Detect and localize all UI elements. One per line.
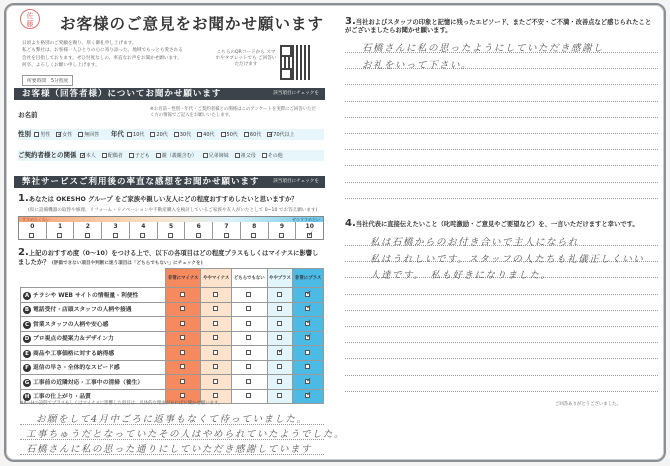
intro-line: 何卒、よろしくお願い申し上げます。 bbox=[22, 63, 100, 69]
rating-cell bbox=[201, 302, 232, 317]
item-letter: D bbox=[24, 336, 30, 343]
checkbox[interactable] bbox=[156, 153, 161, 158]
option-label: 70代以上 bbox=[273, 132, 295, 138]
relation-row bbox=[18, 150, 324, 161]
scale-number: 6 bbox=[196, 223, 201, 230]
checkbox[interactable] bbox=[305, 350, 310, 355]
rating-cell bbox=[267, 375, 293, 390]
rating-cell bbox=[166, 288, 201, 303]
answer-line bbox=[345, 310, 658, 311]
answer-line bbox=[345, 84, 658, 85]
checkbox[interactable] bbox=[224, 233, 229, 238]
checkbox[interactable] bbox=[221, 132, 226, 137]
qr-caption: こちらのQRコードから スマホやタブレットでも ご回答いただけます bbox=[215, 50, 277, 67]
scale-option[interactable] bbox=[296, 222, 323, 240]
table-row bbox=[21, 331, 324, 346]
checkbox[interactable] bbox=[277, 350, 282, 355]
checkbox[interactable] bbox=[267, 132, 272, 137]
rating-cell bbox=[293, 288, 324, 303]
age-options bbox=[127, 132, 301, 138]
checkbox[interactable] bbox=[246, 350, 251, 355]
answer-line bbox=[345, 149, 658, 150]
rating-cell bbox=[166, 331, 201, 346]
checkbox[interactable] bbox=[180, 364, 185, 369]
rating-cell bbox=[293, 317, 324, 332]
gender-label: 性別 bbox=[18, 130, 31, 138]
rating-cell bbox=[201, 346, 232, 361]
scale-option[interactable] bbox=[102, 222, 130, 240]
q3-number: 3. bbox=[345, 16, 356, 27]
scale-option[interactable] bbox=[269, 222, 297, 240]
checkbox[interactable] bbox=[305, 306, 310, 311]
relation-options bbox=[80, 153, 289, 159]
q3-answer-line: お礼をいって下さい。 bbox=[362, 60, 473, 71]
rating-cell bbox=[293, 346, 324, 361]
checkbox[interactable] bbox=[168, 233, 173, 238]
column-header: ややプラス bbox=[267, 269, 293, 288]
option-label: 40代 bbox=[203, 132, 215, 138]
relation-option[interactable] bbox=[262, 153, 283, 159]
age-option[interactable] bbox=[174, 132, 191, 138]
checkbox[interactable] bbox=[279, 233, 284, 238]
checkbox[interactable] bbox=[197, 132, 202, 137]
rating-cell bbox=[293, 302, 324, 317]
rating-cell bbox=[231, 389, 267, 404]
stamp-seal: 佐 藤 bbox=[20, 9, 40, 29]
answer-line bbox=[345, 198, 658, 199]
answer-line bbox=[345, 326, 658, 327]
rating-cell bbox=[267, 346, 293, 361]
q2-answer-line: お願をして4月中ごろに返事もなくて待っていました。 bbox=[36, 414, 308, 425]
q1-text bbox=[18, 193, 298, 204]
rating-cell bbox=[293, 375, 324, 390]
checkbox[interactable] bbox=[246, 393, 251, 398]
item-text: 商品や工事価格に対する納得感 bbox=[33, 350, 115, 357]
checkbox[interactable] bbox=[251, 233, 256, 238]
checkbox[interactable] bbox=[246, 364, 251, 369]
scale-number: 1 bbox=[58, 223, 63, 230]
answer-line bbox=[345, 342, 658, 343]
item-label bbox=[21, 346, 166, 361]
scale-option[interactable] bbox=[47, 222, 75, 240]
checkbox[interactable] bbox=[277, 335, 282, 340]
checkbox[interactable] bbox=[180, 335, 185, 340]
checkbox[interactable] bbox=[29, 233, 34, 238]
rating-cell bbox=[293, 360, 324, 375]
option-label: 無回答 bbox=[84, 132, 100, 138]
item-letter: B bbox=[24, 307, 30, 314]
checkbox[interactable] bbox=[277, 306, 282, 311]
checkbox[interactable] bbox=[213, 393, 218, 398]
checkbox[interactable] bbox=[262, 153, 267, 158]
column-header: ややマイナス bbox=[201, 269, 232, 288]
item-letter: E bbox=[23, 350, 31, 358]
intro-text bbox=[22, 40, 222, 70]
item-label bbox=[21, 360, 166, 375]
scale-number: 2 bbox=[85, 223, 90, 230]
scale-number: 7 bbox=[224, 223, 229, 230]
rating-cell bbox=[231, 346, 267, 361]
scale-option[interactable] bbox=[74, 222, 102, 240]
age-option[interactable] bbox=[127, 132, 144, 138]
rating-cell bbox=[201, 317, 232, 332]
recommend-scale bbox=[18, 216, 324, 240]
rating-cell bbox=[267, 331, 293, 346]
checkbox[interactable] bbox=[180, 292, 185, 297]
checkbox[interactable] bbox=[57, 233, 62, 238]
item-label bbox=[21, 317, 166, 332]
q2-answer-line: 石橋さんに私の思った通りにしていただき感謝しています bbox=[26, 444, 313, 455]
intro-line: 私ども弊社は、お客様一人ひとりの心に寄り添った、地域でもっとも愛される bbox=[22, 48, 183, 54]
q2-note: ※A〜Hの設問でプラスもしくはマイナスに影響した項目は、具体的な理由があればお聞かせ願います。 bbox=[20, 401, 223, 406]
relation-option[interactable] bbox=[129, 153, 150, 159]
option-label: 親（義親含む） bbox=[161, 153, 197, 159]
option-label: その他 bbox=[267, 153, 283, 159]
rating-cell bbox=[267, 288, 293, 303]
gender-option[interactable] bbox=[56, 132, 72, 138]
table-row bbox=[21, 288, 324, 303]
q2-answer-line: 工事ちゅうだとなっていたその人はやめられていたようでした。 bbox=[26, 429, 346, 440]
q1-question: あなたは OKESHO グループ をご家族や親しい友人にどの程度おすすめしたいと思いますか？ bbox=[28, 196, 298, 203]
relation-label: ご契約者様との関係 bbox=[18, 151, 77, 159]
checkbox[interactable] bbox=[277, 393, 282, 398]
answer-line bbox=[345, 133, 658, 134]
scale-low-label: すすめたくない bbox=[22, 217, 51, 222]
option-label: 兄弟姉妹 bbox=[208, 153, 229, 159]
checkbox[interactable] bbox=[213, 350, 218, 355]
relation-option[interactable] bbox=[80, 153, 96, 159]
rating-cell bbox=[267, 389, 293, 404]
q2-subtext: (評価できない項目や判断に迷う項目は「どちらでもない」にチェックを) bbox=[51, 261, 203, 266]
table-row bbox=[21, 346, 324, 361]
gender-options bbox=[34, 132, 105, 138]
checkbox[interactable] bbox=[203, 153, 208, 158]
column-header: 非常にプラス bbox=[293, 269, 324, 288]
relation-option[interactable] bbox=[102, 153, 123, 159]
rating-cell bbox=[293, 389, 324, 404]
q4-text bbox=[345, 218, 660, 229]
age-option[interactable] bbox=[197, 132, 214, 138]
answer-line bbox=[345, 391, 658, 392]
rating-cell bbox=[201, 360, 232, 375]
scale-number: 10 bbox=[305, 223, 314, 230]
checkbox[interactable] bbox=[246, 292, 251, 297]
q4-answer-line: 人達です。 私も好きになりました。 bbox=[370, 270, 552, 281]
rating-cell bbox=[231, 331, 267, 346]
q2-question: 上記のおすすめ度（0〜10）をつける上で、以下の各項目はどの程度プラスもしくはマイナスに影響しましたか？ bbox=[18, 250, 319, 266]
checkbox[interactable] bbox=[307, 233, 312, 238]
intro-line: 日頃より格別のご愛顧を賜り、厚く御礼申し上げます。 bbox=[22, 41, 137, 46]
rating-cell bbox=[293, 331, 324, 346]
age-option[interactable] bbox=[150, 132, 167, 138]
q3-question: 当社およびスタッフの印象と記憶に残ったエピソード、またご不安・ご不満・改善点など感じられたことがございましたらお聞かせ願います。 bbox=[345, 19, 652, 34]
option-label: 20代 bbox=[156, 132, 168, 138]
checkbox[interactable] bbox=[213, 364, 218, 369]
scale-high-label: ぜひすすめたい bbox=[291, 217, 320, 222]
answer-line bbox=[345, 358, 658, 359]
q1-subtext: (仮に設備機器の取替や修理、リフォーム・リノベーションや不動産購入を検討しているご家族や友人がいたとして 0~10 でお答え願います) bbox=[28, 208, 318, 213]
form-title: お客様のご意見をお聞かせ願います bbox=[60, 15, 325, 33]
checkbox[interactable] bbox=[150, 132, 155, 137]
checkbox[interactable] bbox=[127, 132, 132, 137]
item-label bbox=[21, 302, 166, 317]
checkbox[interactable] bbox=[246, 306, 251, 311]
q3-answer-line: 石橋さんに私の思ったようにしていただき感謝し bbox=[362, 43, 605, 54]
option-label: 配偶者 bbox=[107, 153, 123, 159]
scale-option[interactable] bbox=[213, 222, 241, 240]
checkbox[interactable] bbox=[246, 335, 251, 340]
scale-option[interactable] bbox=[130, 222, 158, 240]
answer-line bbox=[345, 294, 658, 295]
checkbox[interactable] bbox=[305, 364, 310, 369]
item-letter: F bbox=[23, 364, 31, 372]
item-text: 営業スタッフの人柄や安心感 bbox=[33, 321, 109, 328]
q4-answer-line: 私は石橋からのお付き合いで主人になられ bbox=[370, 237, 580, 248]
checkbox[interactable] bbox=[246, 379, 251, 384]
option-label: 祖父母 bbox=[240, 153, 256, 159]
section-title: お客様（回答者様）についてお聞かせ願います bbox=[22, 89, 222, 99]
relation-option[interactable] bbox=[156, 153, 197, 159]
scale-option[interactable] bbox=[158, 222, 186, 240]
checkbox[interactable] bbox=[277, 321, 282, 326]
table-row bbox=[21, 302, 324, 317]
checkbox[interactable] bbox=[213, 306, 218, 311]
answer-line bbox=[345, 117, 658, 118]
checkbox[interactable] bbox=[305, 393, 310, 398]
column-header: どちらでもない bbox=[231, 269, 267, 288]
checkbox[interactable] bbox=[196, 233, 201, 238]
gender-age-row bbox=[18, 129, 324, 140]
checkbox[interactable] bbox=[129, 153, 134, 158]
checkbox[interactable] bbox=[305, 379, 310, 384]
q1-number: 1. bbox=[18, 193, 29, 204]
checkbox[interactable] bbox=[180, 350, 185, 355]
rating-cell bbox=[201, 288, 232, 303]
section-header-respondent bbox=[14, 88, 325, 100]
q4-number: 4. bbox=[345, 218, 356, 229]
checkbox[interactable] bbox=[305, 321, 310, 326]
check-hint: 該当項目にチェックを bbox=[273, 179, 319, 184]
scale-number: 3 bbox=[113, 223, 118, 230]
checkbox[interactable] bbox=[56, 132, 61, 137]
item-text: チラシや WEB サイトの情報量・利便性 bbox=[33, 292, 139, 299]
item-text: 返信の早さ・全体的なスピード感 bbox=[33, 365, 120, 372]
checkbox[interactable] bbox=[277, 292, 282, 297]
scale-number: 8 bbox=[252, 223, 257, 230]
scale-number: 5 bbox=[168, 223, 174, 230]
intro-line: 会社を目指しております。ぜひ忖度なしの、率直なお声をお聞かせ願います。 bbox=[22, 55, 182, 61]
thanks-text: ご回答ありがとうございました。 bbox=[555, 402, 621, 407]
rating-cell bbox=[166, 302, 201, 317]
checkbox[interactable] bbox=[213, 379, 218, 384]
item-letter: A bbox=[24, 292, 30, 299]
checkbox[interactable] bbox=[102, 153, 107, 158]
answer-line bbox=[345, 182, 658, 183]
checkbox[interactable] bbox=[246, 321, 251, 326]
item-text: 工事前の近隣対応・工事中の清掃（養生） bbox=[33, 379, 144, 386]
check-hint: 該当項目にチェックを bbox=[273, 91, 319, 96]
checkbox[interactable] bbox=[180, 379, 185, 384]
answer-line bbox=[345, 101, 658, 102]
blank-header bbox=[21, 269, 166, 288]
answer-line bbox=[345, 165, 658, 166]
column-header: 非常にマイナス bbox=[166, 269, 201, 288]
relation-option[interactable] bbox=[203, 153, 229, 159]
duration-badge: 所要時間 5分程度 bbox=[22, 75, 73, 86]
option-label: 50代 bbox=[226, 132, 238, 138]
rating-cell bbox=[166, 360, 201, 375]
checkbox[interactable] bbox=[235, 153, 240, 158]
relation-option[interactable] bbox=[235, 153, 256, 159]
table-row bbox=[21, 360, 324, 375]
checkbox[interactable] bbox=[180, 393, 185, 398]
rating-cell bbox=[201, 331, 232, 346]
rating-cell bbox=[231, 288, 267, 303]
rating-cell bbox=[166, 346, 201, 361]
checkbox[interactable] bbox=[180, 321, 185, 326]
name-note: ※お名前・性別・年代・ご契約者様との関係はこのアンケートを実際にご回答いただく方の情報でご記入をお願いいたします。 bbox=[150, 107, 316, 118]
checkbox[interactable] bbox=[277, 379, 282, 384]
impact-table bbox=[20, 268, 324, 404]
item-letter: G bbox=[24, 379, 30, 386]
item-letter: C bbox=[24, 321, 30, 328]
gender-option[interactable] bbox=[78, 132, 99, 138]
rating-cell bbox=[231, 317, 267, 332]
option-label: 子ども bbox=[134, 153, 150, 159]
q3-text bbox=[345, 18, 655, 35]
rating-cell bbox=[166, 317, 201, 332]
checkbox[interactable] bbox=[85, 233, 90, 238]
rating-cell bbox=[166, 375, 201, 390]
table-row bbox=[21, 317, 324, 332]
item-label bbox=[21, 375, 166, 390]
option-label: 60代 bbox=[249, 132, 262, 138]
option-label: 男性 bbox=[40, 132, 51, 138]
scale-options bbox=[19, 222, 323, 240]
checkbox[interactable] bbox=[305, 292, 310, 297]
age-option[interactable] bbox=[244, 132, 261, 138]
answer-line bbox=[345, 375, 658, 376]
q4-question: 当社代表に直接伝えたいこと（叱咤激励・ご意見やご要望など）を、一言いただけますと幸いです。 bbox=[355, 221, 639, 228]
scale-number: 0 bbox=[30, 223, 35, 230]
scale-option[interactable] bbox=[185, 222, 213, 240]
age-option[interactable] bbox=[267, 132, 294, 138]
name-label: お名前 bbox=[18, 111, 38, 119]
scale-option[interactable] bbox=[19, 222, 47, 240]
option-label: 本人 bbox=[85, 153, 96, 159]
checkbox[interactable] bbox=[305, 335, 310, 340]
checkbox[interactable] bbox=[34, 132, 39, 137]
item-label bbox=[21, 288, 166, 303]
q4-answer-line: 私はうれしいです。スタッフの人たちも礼儀正しくいい bbox=[370, 254, 645, 265]
age-label: 年代 bbox=[110, 130, 124, 138]
rating-cell bbox=[267, 317, 293, 332]
checkbox[interactable] bbox=[140, 233, 145, 238]
checkbox[interactable] bbox=[213, 321, 218, 326]
checkbox[interactable] bbox=[277, 364, 282, 369]
checkbox[interactable] bbox=[78, 132, 83, 137]
section-title: 弊社サービスご利用後の率直な感想をお聞かせ願います bbox=[22, 177, 260, 187]
qr-code[interactable] bbox=[280, 45, 312, 80]
checkbox[interactable] bbox=[180, 306, 185, 311]
option-label: 女性 bbox=[62, 132, 73, 138]
gender-option[interactable] bbox=[34, 132, 50, 138]
age-option[interactable] bbox=[221, 132, 238, 138]
checkbox[interactable] bbox=[244, 132, 249, 137]
q2-number: 2. bbox=[18, 247, 29, 258]
table-row bbox=[21, 375, 324, 390]
item-letter: H bbox=[24, 394, 30, 401]
rating-cell bbox=[231, 375, 267, 390]
checkbox[interactable] bbox=[113, 233, 118, 238]
item-label bbox=[21, 331, 166, 346]
scale-number: 4 bbox=[141, 223, 146, 230]
checkbox[interactable] bbox=[213, 335, 218, 340]
rating-cell bbox=[231, 302, 267, 317]
section-header-impressions bbox=[14, 176, 325, 188]
q2-text bbox=[18, 248, 324, 268]
item-text: 電話受付・店頭スタッフの人柄や接遇 bbox=[33, 307, 132, 314]
option-label: 10代 bbox=[133, 132, 145, 138]
rating-cell bbox=[231, 360, 267, 375]
scale-number: 9 bbox=[279, 223, 285, 230]
checkbox[interactable] bbox=[80, 153, 85, 158]
rating-cell bbox=[201, 375, 232, 390]
scale-option[interactable] bbox=[241, 222, 269, 240]
item-text: 工事の仕上がり・品質 bbox=[33, 394, 91, 401]
rating-cell bbox=[267, 360, 293, 375]
checkbox[interactable] bbox=[174, 132, 179, 137]
item-text: プロ視点の提案力＆デザイン力 bbox=[33, 336, 114, 343]
checkbox[interactable] bbox=[213, 292, 218, 297]
option-label: 30代 bbox=[179, 132, 192, 138]
rating-cell bbox=[267, 302, 293, 317]
